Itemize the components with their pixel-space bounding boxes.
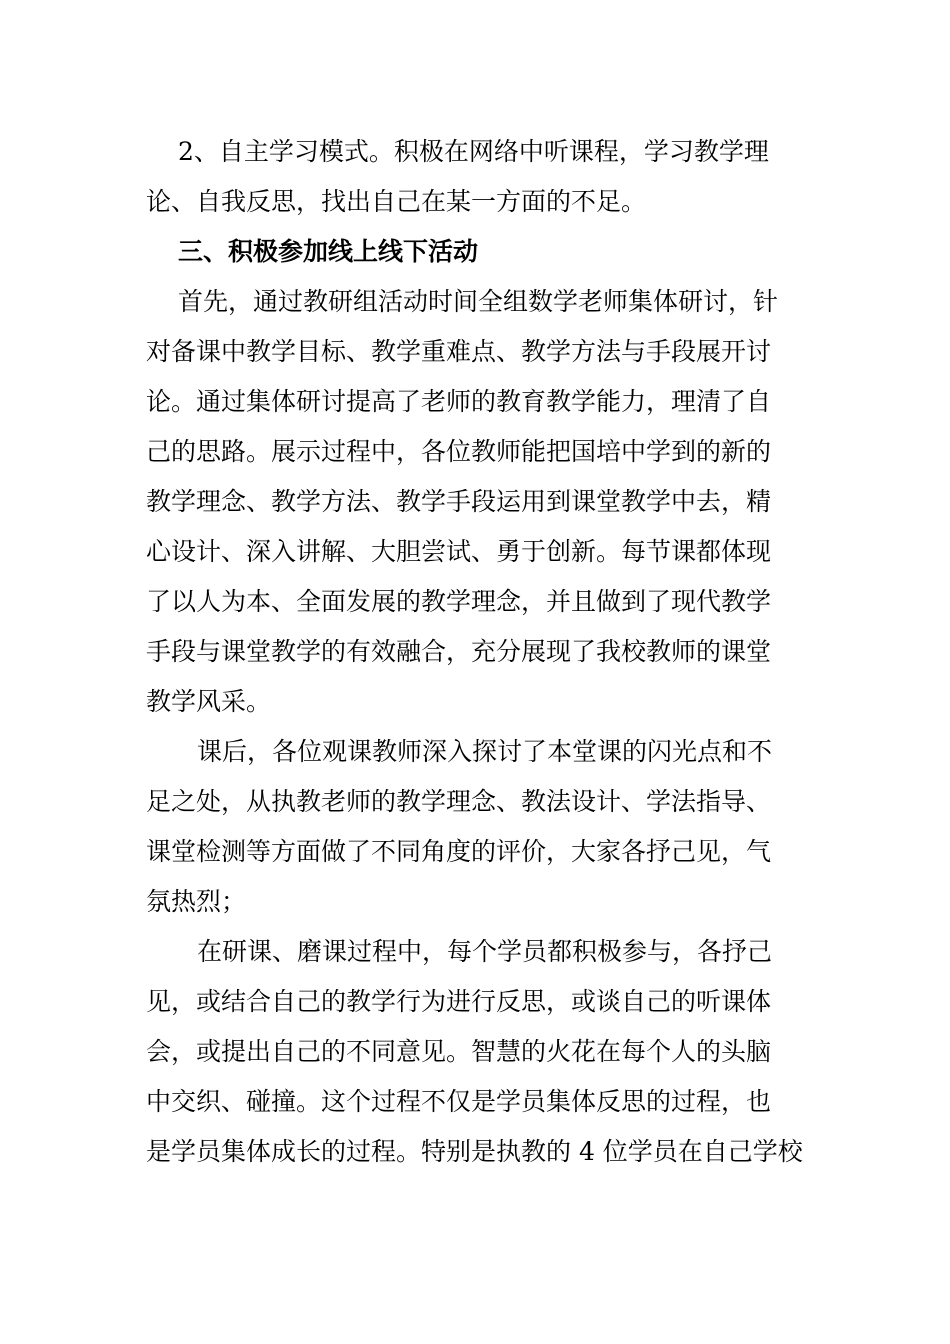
text-line: 论、自我反思，找出自己在某一方面的不足。 — [146, 187, 647, 216]
text-line: 教学风采。 — [146, 687, 272, 716]
text-line: 教学理念、教学方法、教学手段运用到课堂教学中去，精 — [146, 487, 772, 516]
text-line: 氛热烈； — [146, 887, 247, 916]
text-line: 中交织、碰撞。这个过程不仅是学员集体反思的过程，也 — [146, 1087, 772, 1116]
section-heading: 三、积极参加线上线下活动 — [178, 237, 479, 266]
text-line: 会，或提出自己的不同意见。智慧的火花在每个人的头脑 — [146, 1037, 772, 1066]
text-line: 手段与课堂教学的有效融合，充分展现了我校教师的课堂 — [146, 637, 772, 666]
text-line: 课堂检测等方面做了不同角度的评价，大家各抒己见，气 — [146, 837, 772, 866]
text-line: 见，或结合自己的教学行为进行反思，或谈自己的听课体 — [146, 987, 772, 1016]
text-line: 对备课中教学目标、教学重难点、教学方法与手段展开讨 — [146, 337, 772, 366]
text-line: 课后，各位观课教师深入探讨了本堂课的闪光点和不 — [197, 737, 773, 766]
text-line: 2、自主学习模式。积极在网络中听课程，学习教学理 — [178, 137, 769, 166]
text-line: 是学员集体成长的过程。特别是执教的 4 位学员在自己学校 — [146, 1137, 803, 1166]
text-line: 足之处，从执教老师的教学理念、教法设计、学法指导、 — [146, 787, 772, 816]
text-line: 首先，通过教研组活动时间全组数学老师集体研讨，针 — [178, 287, 779, 316]
text-line: 己的思路。展示过程中，各位教师能把国培中学到的新的 — [146, 437, 772, 466]
text-line: 在研课、磨课过程中，每个学员都积极参与，各抒己 — [197, 937, 773, 966]
text-line: 论。通过集体研讨提高了老师的教育教学能力，理清了自 — [146, 387, 772, 416]
text-line: 了以人为本、全面发展的教学理念，并且做到了现代教学 — [146, 587, 772, 616]
text-line: 心设计、深入讲解、大胆尝试、勇于创新。每节课都体现 — [146, 537, 772, 566]
